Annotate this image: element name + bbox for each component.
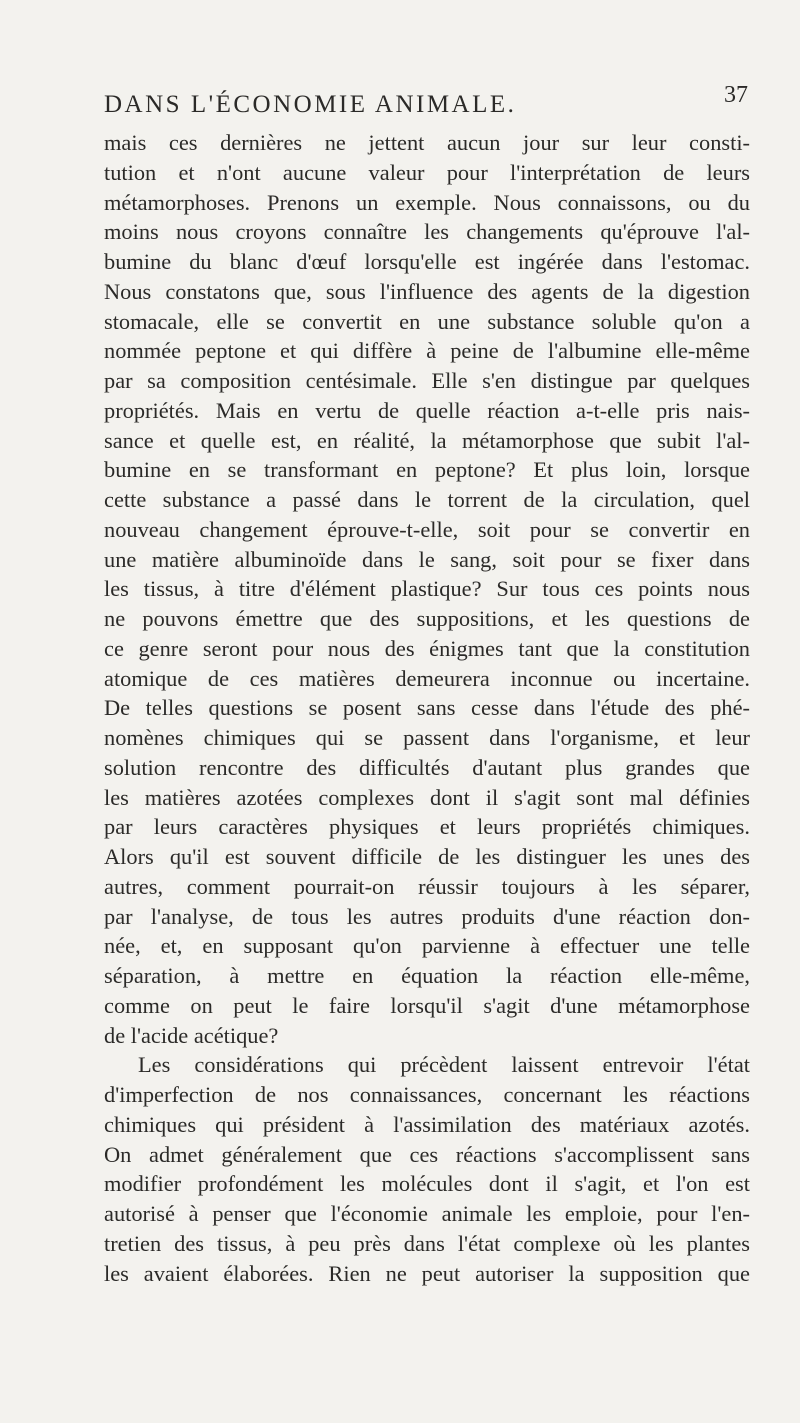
page-number: 37 (724, 82, 748, 108)
text-line: tretien des tissus, à peu près dans l'état complexe où les plantes (104, 1230, 750, 1256)
paragraph-end-line: de l'acide acétique? (104, 1022, 279, 1048)
text-line: mais ces dernières ne jettent aucun jour sur leur consti- (104, 130, 750, 155)
text-line: ne pouvons émettre que des suppositions, et les questions de (104, 606, 750, 631)
text-line: autres, comment pourrait-on réussir toujours à les séparer, (104, 873, 750, 899)
text-line: une matière albuminoïde dans le sang, soit pour se fixer dans (104, 546, 750, 572)
text-line: les matières azotées complexes dont il s'agit sont mal définies (104, 784, 750, 810)
text-line: On admet généralement que ces réactions s'accomplissent sans (104, 1141, 750, 1167)
text-line: De telles questions se posent sans cesse dans l'étude des phé- (104, 695, 750, 721)
text-line: nomènes chimiques qui se passent dans l'organisme, et leur (104, 725, 750, 750)
text-line: stomacale, elle se convertit en une substance soluble qu'on a (104, 308, 750, 334)
text-line: cette substance a passé dans le torrent de la circulation, quel (104, 487, 750, 512)
text-line: née, et, en supposant qu'on parvienne à effectuer une telle (104, 933, 750, 959)
text-line: les tissus, à titre d'élément plastique? Sur tous ces points nous (104, 576, 750, 602)
text-line: sance et quelle est, en réalité, la métamorphose que subit l'al- (104, 427, 750, 453)
text-line: par l'analyse, de tous les autres produits d'une réaction don- (104, 903, 750, 929)
text-line: par leurs caractères physiques et leurs propriétés chimiques. (104, 814, 750, 840)
text-line: autorisé à penser que l'économie animale les emploie, pour l'en- (104, 1201, 750, 1226)
text-line: séparation, à mettre en équation la réaction elle-même, (104, 963, 750, 988)
text-line: par sa composition centésimale. Elle s'en distingue par quelques (104, 368, 750, 393)
text-line: Nous constatons que, sous l'influence des agents de la digestion (104, 278, 750, 304)
text-line: Alors qu'il est souvent difficile de les distinguer les unes des (104, 844, 750, 869)
text-line: d'imperfection de nos connaissances, concernant les réactions (104, 1082, 750, 1107)
text-line: atomique de ces matières demeurera inconnue ou incertaine. (104, 665, 750, 691)
body-text (104, 128, 750, 1288)
text-line: bumine en se transformant en peptone? Et plus loin, lorsque (104, 457, 750, 483)
text-line: modifier profondément les molécules dont il s'agit, et l'on est (104, 1171, 750, 1197)
text-line: chimiques qui président à l'assimilation des matériaux azotés. (104, 1111, 750, 1137)
text-line: tution et n'ont aucune valeur pour l'interprétation de leurs (104, 159, 750, 185)
text-line: les avaient élaborées. Rien ne peut autoriser la supposition que (104, 1260, 750, 1286)
text-line: métamorphoses. Prenons un exemple. Nous connaissons, ou du (104, 189, 750, 215)
text-line: nouveau changement éprouve-t-elle, soit pour se convertir en (104, 516, 750, 542)
running-header (104, 82, 748, 130)
text-line: moins nous croyons connaître les changements qu'éprouve l'al- (104, 219, 750, 245)
text-line: solution rencontre des difficultés d'autant plus grandes que (104, 754, 750, 780)
paragraph-first-line: Les considérations qui précèdent laissent entrevoir l'état (138, 1052, 750, 1078)
text-line: nommée peptone et qui diffère à peine de l'albumine elle-même (104, 338, 750, 364)
text-line: propriétés. Mais en vertu de quelle réaction a-t-elle pris nais- (104, 397, 750, 423)
text-line: ce genre seront pour nous des énigmes tant que la constitution (104, 635, 750, 661)
text-line: bumine du blanc d'œuf lorsqu'elle est ingérée dans l'estomac. (104, 249, 750, 274)
running-title: DANS L'ÉCONOMIE ANIMALE. (104, 91, 517, 118)
text-line: comme on peut le faire lorsqu'il s'agit d'une métamorphose (104, 992, 750, 1018)
